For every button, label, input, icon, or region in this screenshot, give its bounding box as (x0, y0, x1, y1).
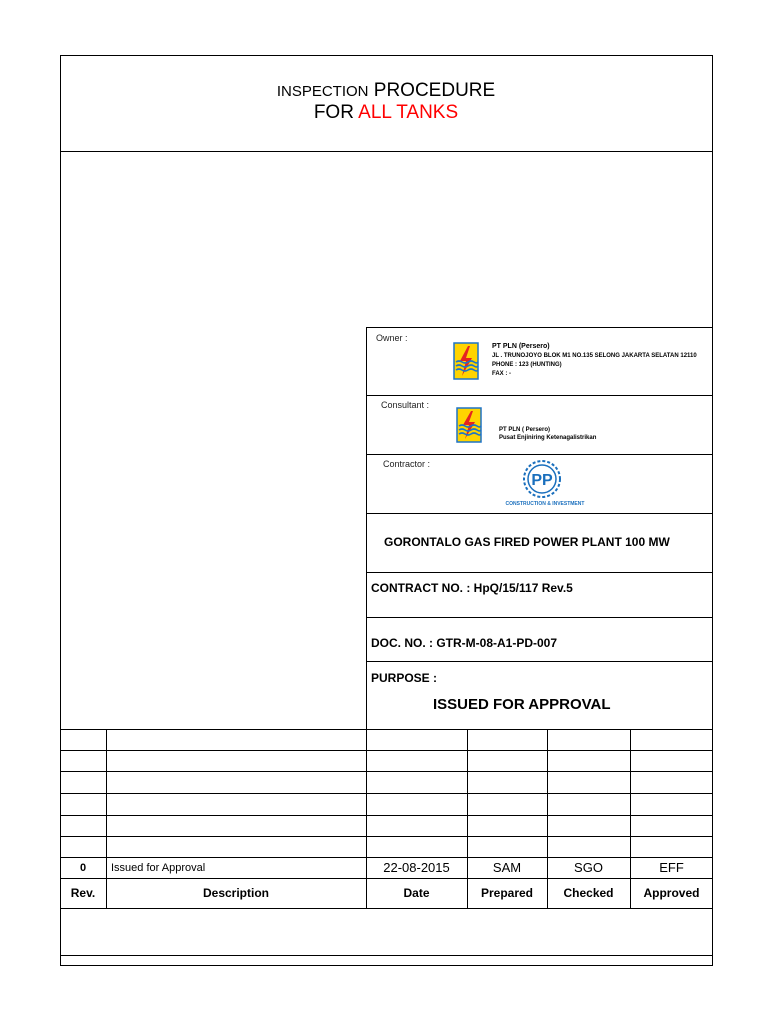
rev-header-date: Date (403, 886, 430, 900)
rev-table-line-1 (60, 729, 713, 730)
pln-logo-consultant-icon (456, 407, 482, 443)
project-name: GORONTALO GAS FIRED POWER PLANT 100 MW (384, 535, 670, 549)
rev-row-date: 22-08-2015 (383, 860, 450, 875)
document-number: DOC. NO. : GTR-M-08-A1-PD-007 (371, 636, 558, 650)
rev-row-approved: EFF (659, 860, 684, 875)
pp-logo-letters: PP (531, 472, 553, 489)
purpose-value: ISSUED FOR APPROVAL (433, 696, 611, 713)
contract-divider (366, 617, 713, 618)
doc-title-line2 (60, 102, 712, 124)
owner-address: JL . TRUNOJOYO BLOK M1 NO.135 SELONG JAKARTA SELATAN 12110 (492, 353, 697, 359)
owner-phone: PHONE : 123 (HUNTING) (492, 362, 562, 368)
title-all-tanks: ALL TANKS (358, 102, 459, 123)
rev-table-line-9 (60, 908, 713, 909)
rev-table-line-4 (60, 793, 713, 794)
contract-number: CONTRACT NO. : HpQ/15/117 Rev.5 (371, 581, 573, 595)
rev-header-rev: Rev. (70, 886, 96, 900)
rev-header-approved: Approved (643, 886, 700, 900)
owner-label: Owner : (376, 333, 408, 343)
rev-row-description: Issued for Approval (111, 861, 206, 874)
info-block-top-border (366, 327, 713, 328)
rev-header-prepared: Prepared (480, 886, 534, 900)
info-block-left-border (366, 327, 367, 729)
purpose-label: PURPOSE : (371, 671, 438, 685)
rev-table-line-6 (60, 836, 713, 837)
consultant-unit: Pusat Enjiniring Ketenagalistrikan (499, 435, 597, 441)
contractor-tagline: CONSTRUCTION & INVESTMENT (505, 501, 585, 507)
document-frame (60, 55, 713, 966)
title-word-procedure: PROCEDURE (373, 80, 496, 101)
project-divider (366, 572, 713, 573)
footer-line (60, 955, 713, 956)
doc-divider (366, 661, 713, 662)
owner-divider (366, 395, 713, 396)
rev-table-line-3 (60, 771, 713, 772)
rev-row-prepared: SAM (492, 860, 522, 875)
owner-company: PT PLN (Persero) (492, 343, 550, 350)
contractor-divider (366, 513, 713, 514)
pp-logo-icon (516, 458, 568, 500)
rev-row-checked: SGO (574, 860, 603, 875)
rev-header-description: Description (202, 886, 269, 900)
rev-table-line-5 (60, 815, 713, 816)
pln-logo-owner-icon (453, 342, 479, 380)
title-word-for: FOR (313, 102, 354, 123)
rev-header-checked: Checked (563, 886, 614, 900)
rev-row-rev: 0 (79, 861, 87, 874)
owner-fax: FAX : - (492, 371, 511, 377)
title-divider (60, 151, 713, 152)
consultant-company: PT PLN ( Persero) (499, 427, 551, 433)
consultant-label: Consultant : (381, 400, 430, 410)
doc-title-line1 (60, 80, 712, 102)
consultant-divider (366, 454, 713, 455)
contractor-label: Contractor : (383, 459, 431, 469)
title-word-inspection: INSPECTION (276, 83, 369, 100)
rev-table-line-2 (60, 750, 713, 751)
